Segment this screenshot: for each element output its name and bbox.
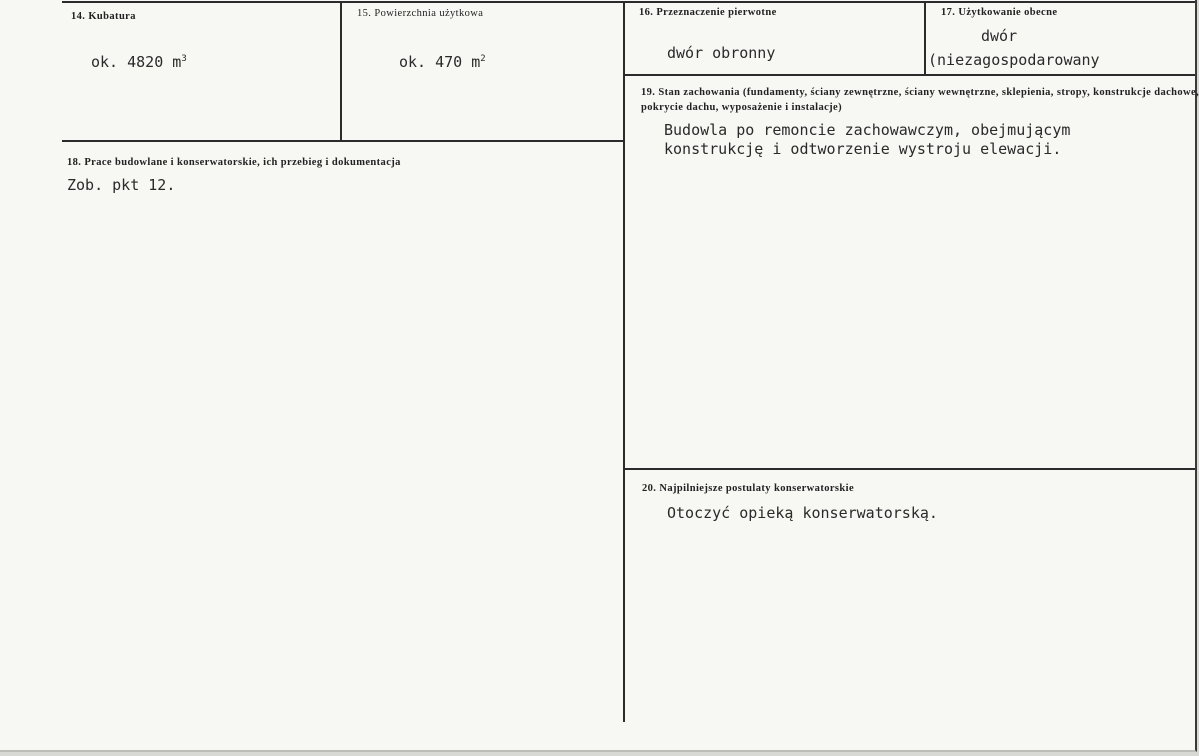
field-15-value [399, 53, 486, 71]
field-14-value-text: ok. 4820 m [91, 53, 182, 71]
field-19-value: Budowla po remoncie zachowawczym, obejmującym konstrukcję i odtworzenie wystroju elewacji. [664, 121, 1071, 158]
field-15-value-text: ok. 470 m [399, 53, 481, 71]
field-18-label: 18. Prace budowlane i konserwatorskie, ich przebieg i dokumentacja [67, 157, 401, 168]
field-14-value [91, 53, 187, 71]
field-16-label: 16. Przeznaczenie pierwotne [639, 7, 777, 18]
top-rule [62, 1, 1195, 3]
field-16-value: dwór obronny [667, 44, 776, 62]
field-17-value-line2: (niezagospodarowany [928, 51, 1100, 69]
divider-16-17 [924, 1, 926, 75]
field-17-value-line1: dwór [981, 27, 1018, 45]
field-14-unit-exponent: 3 [181, 54, 187, 64]
field-18-value: Zob. pkt 12. [67, 176, 176, 194]
field-20-label: 20. Najpilniejsze postulaty konserwatorskie [642, 483, 855, 494]
rule-above-20 [623, 468, 1195, 470]
field-19-label: 19. Stan zachowania (fundamenty, ściany zewnętrzne, ściany wewnętrzne, sklepienia, stropy, konstrukcje dachowe, pokrycie dachu, wyposażenie i instalacje) [641, 87, 1199, 113]
field-15-label: 15. Powierzchnia użytkowa [357, 8, 484, 19]
divider-15-16 [623, 1, 625, 722]
divider-14-15 [340, 1, 342, 142]
field-17-label: 17. Użytkowanie obecne [941, 7, 1058, 18]
field-15-unit-exponent: 2 [480, 54, 486, 64]
rule-under-14-15 [62, 140, 625, 142]
field-20-value: Otoczyć opieką konserwatorską. [667, 504, 938, 522]
field-14-label: 14. Kubatura [71, 11, 136, 22]
rule-under-16-17 [623, 74, 1195, 76]
